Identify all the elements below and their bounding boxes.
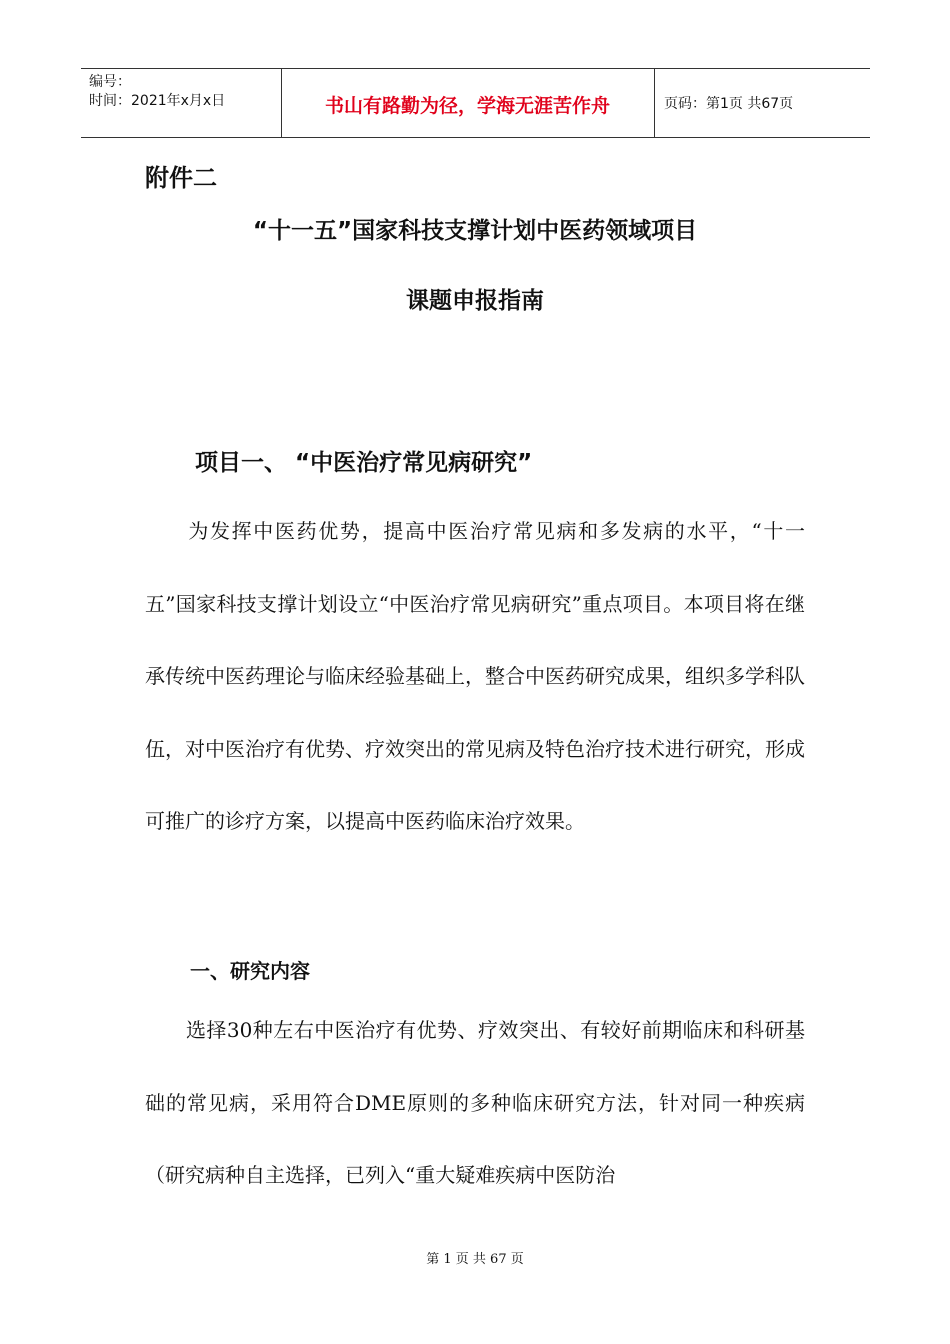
annex-label: 附件二 — [145, 164, 217, 192]
document-header — [81, 68, 870, 138]
section-heading: 一、研究内容 — [190, 959, 310, 983]
header-page-info: 页码：第1页 共67页 — [664, 96, 794, 112]
header-meta — [89, 73, 225, 111]
project-heading: 项目一、 “中医治疗常见病研究” — [195, 450, 533, 476]
page-footer: 第 1 页 共 67 页 — [426, 1252, 524, 1267]
document-subtitle: 课题申报指南 — [406, 288, 544, 314]
header-motto: 书山有路勤为径，学海无涯苦作舟 — [324, 95, 610, 117]
document-title: “十一五”国家科技支撑计划中医药领域项目 — [252, 218, 698, 244]
header-number: 编号： — [89, 74, 131, 90]
body-paragraph: 为发挥中医药优势，提高中医治疗常见病和多发病的水平，“十一五”国家科技支撑计划设立“中医治疗常见病研究”重点项目。本项目将在继承传统中医药理论与临床经验基础上，整合中医药研究成果，组织多学科队伍，对中医治疗有优势、疗效突出的常见病及特色治疗技术进行研究，形成可推广的诊疗方案，以提高中医药临床治疗效果。 — [145, 519, 805, 834]
header-time: 时间：2021年x月x日 — [89, 93, 226, 109]
header-divider — [654, 69, 655, 137]
body-paragraph: 选择30种左右中医治疗有优势、疗效突出、有较好前期临床和科研基础的常见病，采用符合DME原则的多种临床研究方法，针对同一种疾病（研究病种自主选择，已列入“重大疑难疾病中医防治 — [145, 1018, 805, 1188]
